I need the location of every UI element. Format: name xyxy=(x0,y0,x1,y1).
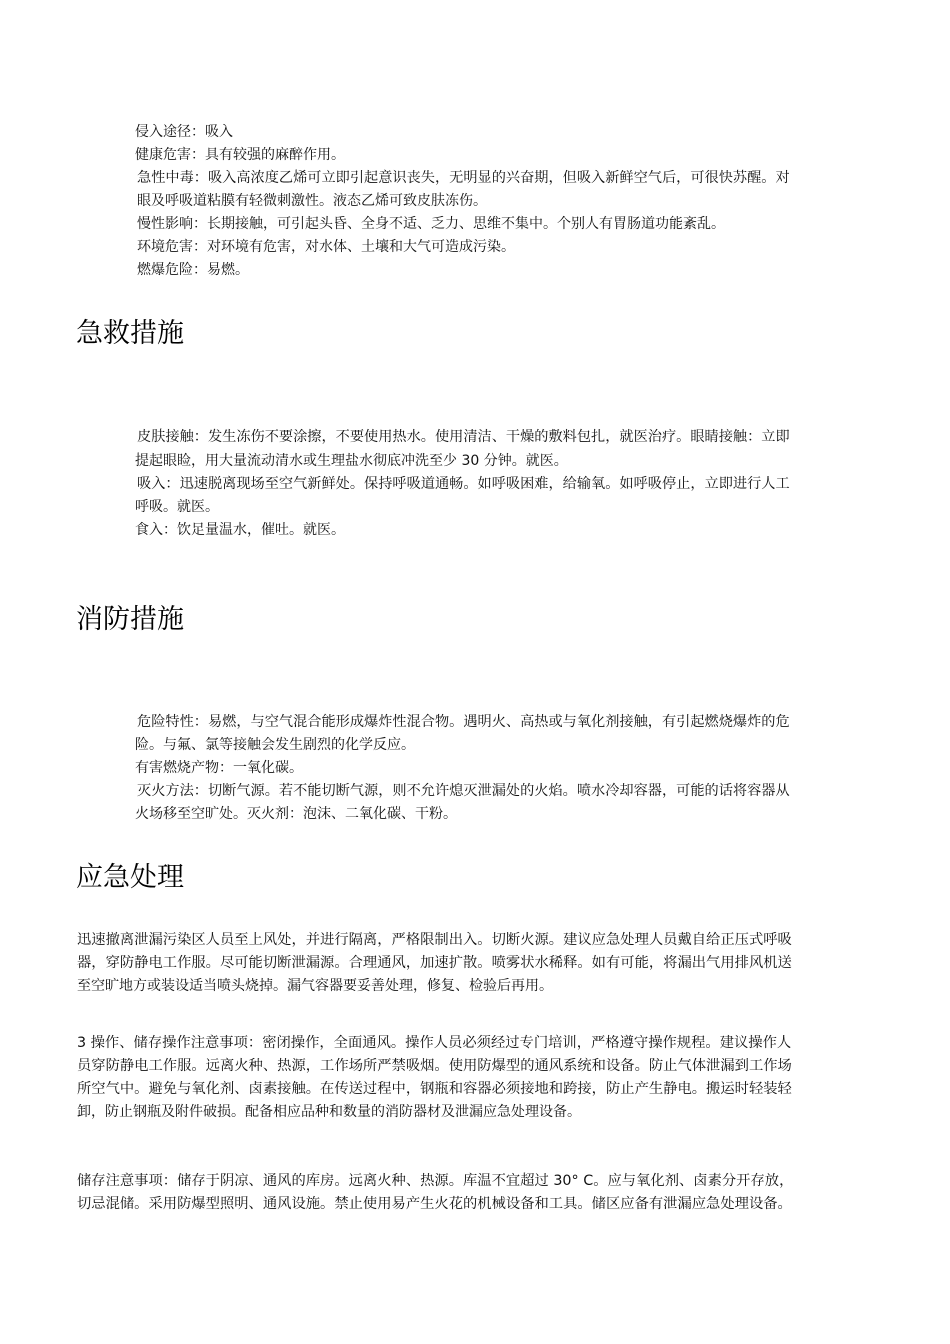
acute-poisoning-line-1: 急性中毒：吸入高浓度乙烯可立即引起意识丧失，无明显的兴奋期，但吸入新鲜空气后，可很快苏醒。对 xyxy=(137,170,790,186)
firefighting-heading: 消防措施 xyxy=(76,604,184,635)
handling-paragraph-line-1: 3 操作、储存操作注意事项：密闭操作，全面通风。操作人员必须经过专门培训，严格遵守操作规程。建议操作人 xyxy=(77,1035,792,1051)
ingestion: 食入：饮足量温水，催吐。就医。 xyxy=(135,522,345,538)
combustion-products: 有害燃烧产物：一氧化碳。 xyxy=(135,760,303,776)
hazard-properties-line-2: 险。与氟、氯等接触会发生剧烈的化学反应。 xyxy=(135,737,415,753)
handling-paragraph-line-2: 员穿防静电工作服。远离火种、热源，工作场所严禁吸烟。使用防爆型的通风系统和设备。防止气体泄漏到工作场 xyxy=(77,1058,792,1074)
emergency-paragraph-line-3: 至空旷地方或装设适当喷头烧掉。漏气容器要妥善处理，修复、检验后再用。 xyxy=(77,978,553,994)
storage-paragraph-line-2: 切忌混储。采用防爆型照明、通风设施。禁止使用易产生火花的机械设备和工具。储区应备有泄漏应急处理设备。 xyxy=(77,1196,792,1212)
skin-contact-line-2: 提起眼睑，用大量流动清水或生理盐水彻底冲洗至少 30 分钟。就医。 xyxy=(135,453,568,469)
emergency-heading: 应急处理 xyxy=(76,862,184,893)
chronic-effects: 慢性影响：长期接触，可引起头昏、全身不适、乏力、思维不集中。个别人有胃肠道功能紊乱。 xyxy=(137,216,725,232)
route-of-entry: 侵入途径：吸入 xyxy=(135,124,233,140)
acute-poisoning-line-2: 眼及呼吸道粘膜有轻微刺激性。液态乙烯可致皮肤冻伤。 xyxy=(137,193,487,209)
health-hazard: 健康危害：具有较强的麻醉作用。 xyxy=(135,147,345,163)
emergency-paragraph-line-1: 迅速撤离泄漏污染区人员至上风处，并进行隔离，严格限制出入。切断火源。建议应急处理人员戴自给正压式呼吸 xyxy=(77,932,792,948)
environmental-hazard: 环境危害：对环境有危害，对水体、土壤和大气可造成污染。 xyxy=(137,239,515,255)
handling-paragraph-line-3: 所空气中。避免与氧化剂、卤素接触。在传送过程中，钢瓶和容器必须接地和跨接，防止产生静电。搬运时轻装轻 xyxy=(77,1081,792,1097)
first-aid-heading: 急救措施 xyxy=(76,318,184,349)
fire-explosion-hazard: 燃爆危险：易燃。 xyxy=(137,262,249,278)
skin-contact-line-1: 皮肤接触：发生冻伤不要涂擦，不要使用热水。使用清洁、干燥的敷料包扎，就医治疗。眼睛接触：立即 xyxy=(137,429,790,445)
hazard-properties-line-1: 危险特性：易燃，与空气混合能形成爆炸性混合物。遇明火、高热或与氧化剂接触，有引起燃烧爆炸的危 xyxy=(137,714,790,730)
inhalation-line-1: 吸入：迅速脱离现场至空气新鲜处。保持呼吸道通畅。如呼吸困难，给输氧。如呼吸停止，立即进行人工 xyxy=(137,476,790,492)
inhalation-line-2: 呼吸。就医。 xyxy=(135,499,219,515)
emergency-paragraph-line-2: 器，穿防静电工作服。尽可能切断泄漏源。合理通风，加速扩散。喷雾状水稀释。如有可能，将漏出气用排风机送 xyxy=(77,955,792,971)
extinguishing-method-line-1: 灭火方法：切断气源。若不能切断气源，则不允许熄灭泄漏处的火焰。喷水冷却容器，可能的话将容器从 xyxy=(137,783,790,799)
storage-paragraph-line-1: 储存注意事项：储存于阴凉、通风的库房。远离火种、热源。库温不宜超过 30° C。应与氧化剂、卤素分开存放， xyxy=(77,1173,794,1189)
extinguishing-method-line-2: 火场移至空旷处。灭火剂：泡沫、二氧化碳、干粉。 xyxy=(135,806,457,822)
handling-paragraph-line-4: 卸，防止钢瓶及附件破损。配备相应品种和数量的消防器材及泄漏应急处理设备。 xyxy=(77,1104,581,1120)
